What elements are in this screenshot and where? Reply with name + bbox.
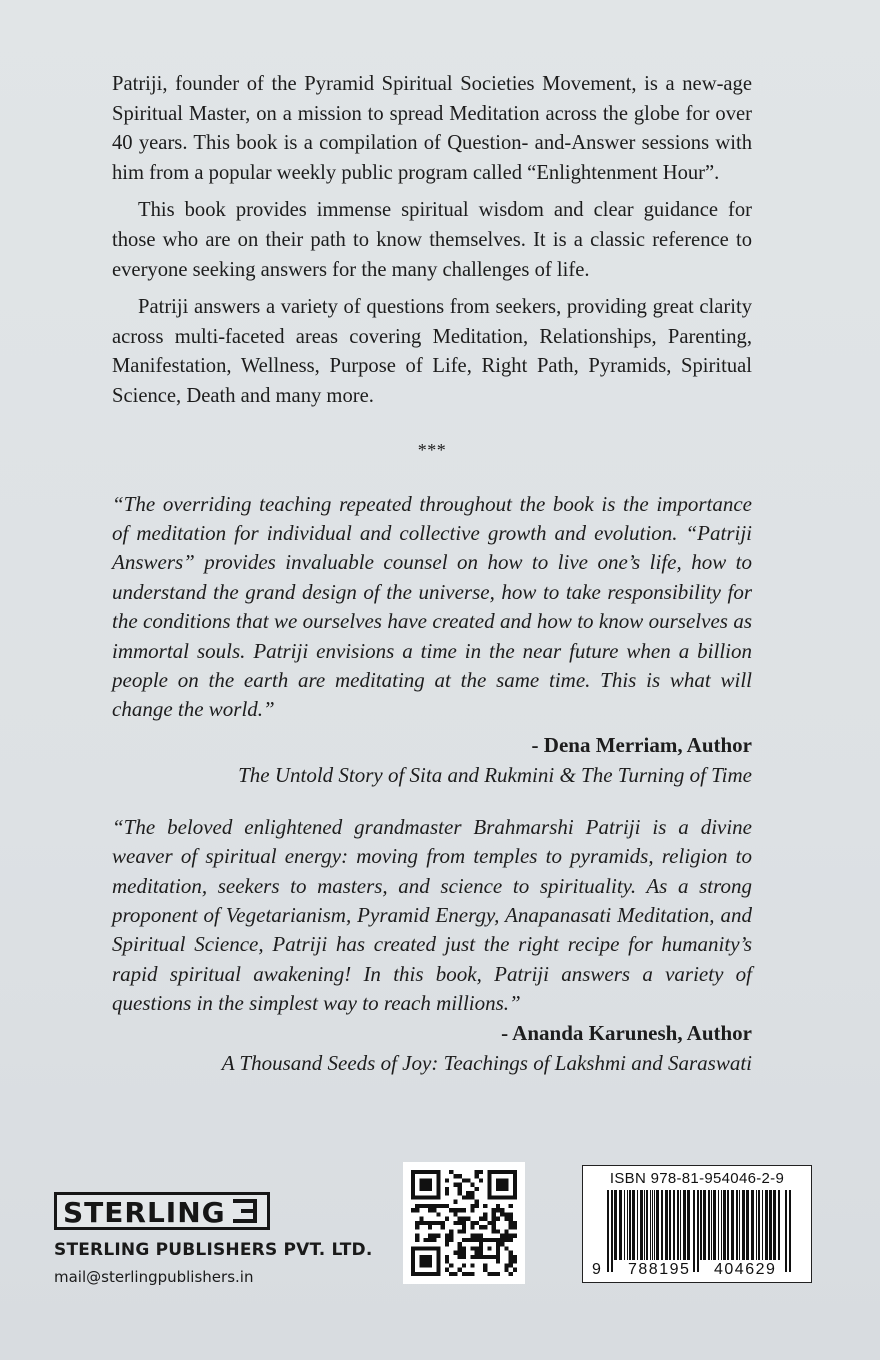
sterling-e-mark-icon	[233, 1198, 259, 1224]
barcode-digit-group-2: 404629	[714, 1261, 777, 1278]
description-paragraph-3: Patriji answers a variety of questions from seekers, providing great clarity across multi-faceted areas covering Meditation, Relationships, Parenting, Manifestation, Wellness, Purpose of Life, Right Path, Pyramids, Spiritual Science, Death and many more.	[112, 296, 752, 407]
testimonial-book-1: The Untold Story of Sita and Rukmini & The Turning of Time	[238, 762, 752, 787]
testimonial-author-2: - Ananda Karunesh, Author	[501, 1020, 752, 1045]
publisher-email[interactable]: mail@sterlingpublishers.in	[54, 1268, 254, 1286]
publisher-block	[54, 1192, 374, 1286]
barcode-digit-first: 9	[592, 1261, 601, 1278]
cover-text	[112, 70, 752, 1101]
publisher-logo-text: STERLING	[63, 1196, 226, 1229]
publisher-logo	[54, 1192, 270, 1230]
barcode-icon	[582, 1165, 812, 1283]
testimonial-author-1: - Dena Merriam, Author	[531, 732, 752, 757]
barcode-digit-group-1: 788195	[628, 1261, 691, 1278]
isbn-label: ISBN 978-81-954046-2-9	[609, 1170, 785, 1187]
section-separator: ***	[417, 439, 447, 460]
testimonial-book-2: A Thousand Seeds of Joy: Teachings of Lakshmi and Saraswati	[221, 1050, 752, 1075]
description-paragraph-1: Patriji, founder of the Pyramid Spiritual Societies Movement, is a new-age Spiritual Master, on a mission to spread Meditation across the globe for over 40 years. This book is a compilation of Question- and-Answer sessions with him from a popular weekly public program called “Enlightenment Hour”.	[112, 73, 752, 184]
description-paragraph-2: This book provides immense spiritual wisdom and clear guidance for those who are on their path to know themselves. It is a classic reference to everyone seeking answers for the many challenges of life.	[112, 199, 752, 281]
testimonial-quote-2: “The beloved enlightened grandmaster Brahmarshi Patriji is a divine weaver of spiritual energy: moving from temples to pyramids, religion to meditation, seekers to masters, and science to spirituality. As a strong proponent of Vegetarianism, Pyramid Energy, Anapanasati Meditation, and Spiritual Science, Patriji has created just the right recipe for humanity’s rapid spiritual awakening! In this book, Patriji answers a variety of questions in the simplest way to reach millions.”	[112, 814, 752, 1016]
testimonial-quote-1: “The overriding teaching repeated throughout the book is the importance of meditation for individual and collective growth and evolution. “Patriji Answers” provides invaluable counsel on how to live one’s life, how to understand the grand design of the universe, how to take responsibility for the conditions that we ourselves have created and how to know ourselves as immortal souls. Patriji envisions a time in the near future when a billion people on the earth are meditating at the same time. This is what will change the world.”	[112, 491, 752, 722]
qr-code-icon	[403, 1162, 525, 1284]
publisher-name: STERLING PUBLISHERS PVT. LTD.	[54, 1240, 373, 1260]
